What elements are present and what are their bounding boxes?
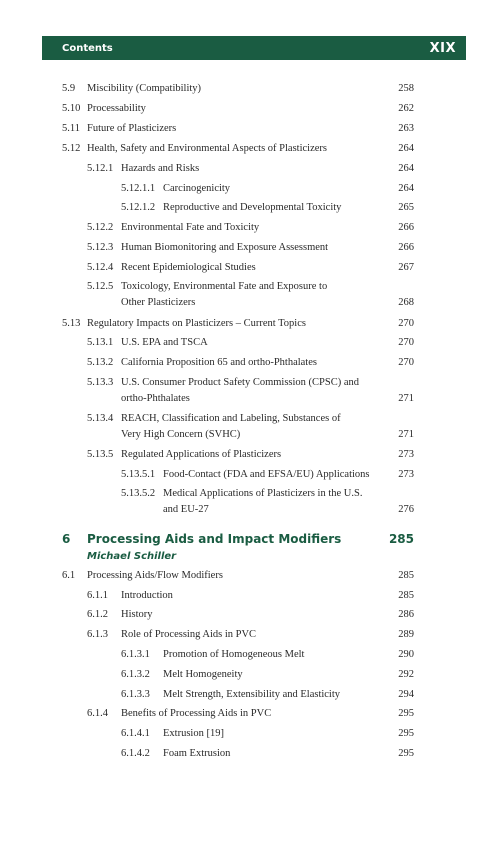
toc-page-number[interactable]: 267	[398, 262, 414, 273]
toc-entry-number: 5.13.3	[87, 377, 114, 388]
chapter-author: Michael Schiller	[87, 551, 177, 562]
toc-entry-number: 5.13.2	[87, 357, 114, 368]
toc-entry-number: 5.13.4	[87, 413, 114, 424]
toc-page-number[interactable]: 295	[398, 728, 414, 739]
toc-page-number[interactable]: 258	[398, 83, 414, 94]
toc-entry-number: 6.1.3.3	[121, 689, 150, 700]
toc-title-line	[163, 502, 388, 518]
toc-page-number[interactable]: 268	[398, 297, 414, 308]
toc-entry-title: Medical Applications of Plasticizers in the U.S.	[163, 488, 363, 499]
toc-page-number[interactable]: 290	[398, 649, 414, 660]
toc-entry-number: 5.13.5.2	[121, 488, 156, 499]
toc-entry-title: Carcinogenicity	[163, 183, 231, 194]
toc-entry-title: U.S. EPA and TSCA	[121, 337, 208, 348]
toc-entry-number: 5.12.3	[87, 242, 114, 253]
toc-page-number[interactable]: 263	[398, 123, 414, 134]
toc-title-line	[121, 447, 388, 463]
toc-entry-number: 6.1.3.1	[121, 649, 150, 660]
toc-entry-number: 6	[62, 532, 71, 546]
toc-title-line	[121, 607, 388, 623]
toc-entry-title: Future of Plasticizers	[87, 123, 177, 134]
toc-entry-number: 5.12	[62, 143, 81, 154]
toc-title-line	[121, 706, 388, 722]
toc-title-line	[87, 121, 388, 137]
toc-page-number[interactable]: 285	[398, 590, 414, 601]
toc-page-number[interactable]: 264	[398, 143, 414, 154]
toc-entry-title: Food-Contact (FDA and EFSA/EU) Applications	[163, 469, 370, 480]
toc-title-line	[121, 355, 388, 371]
toc-entry-title: Health, Safety and Environmental Aspects of Plasticizers	[87, 143, 327, 154]
toc-page-number[interactable]: 270	[398, 337, 414, 348]
toc-title-line	[163, 726, 388, 742]
toc-title-line	[163, 746, 388, 762]
toc-entry-title: California Proposition 65 and ortho-Phthalates	[121, 357, 317, 368]
toc-entry-title: Miscibility (Compatibility)	[87, 83, 202, 94]
toc-title-line	[163, 181, 388, 197]
toc-entry-number: 5.12.4	[87, 262, 114, 273]
toc-title-line	[163, 467, 388, 483]
running-header	[42, 36, 466, 60]
toc-entry-number: 5.12.1.2	[121, 202, 156, 213]
header-page-numeral: XIX	[429, 40, 456, 56]
toc-title-line	[87, 531, 388, 547]
toc-page-number[interactable]: 264	[398, 163, 414, 174]
toc-title-line	[121, 391, 388, 407]
toc-page-number[interactable]: 292	[398, 669, 414, 680]
toc-entry-number: 6.1.4.2	[121, 748, 150, 759]
toc-entry-title: Introduction	[121, 590, 173, 601]
toc-entry-number: 6.1.2	[87, 609, 108, 620]
toc-title-line	[121, 375, 414, 391]
toc-entry-number: 6.1.4.1	[121, 728, 150, 739]
toc-entry-number: 5.12.5	[87, 281, 114, 292]
toc-page-number[interactable]: 285	[398, 570, 414, 581]
toc-entry-number: 6.1.1	[87, 590, 108, 601]
toc-page-number[interactable]: 270	[398, 318, 414, 329]
toc-title-line	[121, 161, 388, 177]
toc-page-number[interactable]: 264	[398, 183, 414, 194]
toc-page-number[interactable]: 271	[398, 429, 414, 440]
toc-entry-title: Processability	[87, 103, 146, 114]
toc-page-number[interactable]: 266	[398, 222, 414, 233]
toc-entry-title: Promotion of Homogeneous Melt	[163, 649, 305, 660]
toc-entry-title: Toxicology, Environmental Fate and Exposure to	[121, 281, 328, 292]
header-section-title: Contents	[62, 42, 113, 54]
toc-title-line	[163, 200, 388, 216]
toc-entry-title: Regulatory Impacts on Plasticizers – Current Topics	[87, 318, 306, 329]
toc-entry-title: Benefits of Processing Aids in PVC	[121, 708, 272, 719]
toc-page-number[interactable]: 285	[388, 532, 414, 546]
toc-entry-title: Processing Aids/Flow Modifiers	[87, 570, 223, 581]
toc-page-number[interactable]: 265	[398, 202, 414, 213]
toc-entry-number: 5.12.2	[87, 222, 114, 233]
toc-title-line	[121, 335, 388, 351]
toc-entry-title: History	[121, 609, 153, 620]
toc-page-number[interactable]: 262	[398, 103, 414, 114]
toc-entry-title: REACH, Classification and Labeling, Substances of	[121, 413, 341, 424]
toc-entry-title: Foam Extrusion	[163, 748, 231, 759]
toc-entry-number: 5.10	[62, 103, 81, 114]
toc-entry-title: Recent Epidemiological Studies	[121, 262, 256, 273]
toc-entry-title: Very High Concern (SVHC)	[121, 429, 241, 440]
toc-entry-title: Reproductive and Developmental Toxicity	[163, 202, 342, 213]
toc-page-number[interactable]: 294	[398, 689, 414, 700]
toc-entry-number: 5.12.1.1	[121, 183, 156, 194]
toc-title-line	[121, 260, 388, 276]
toc-entry-number: 6.1	[62, 570, 76, 581]
toc-page-number[interactable]: 273	[398, 449, 414, 460]
toc-entry-title: Human Biomonitoring and Exposure Assessment	[121, 242, 329, 253]
toc-title-line	[163, 486, 414, 502]
toc-page-number[interactable]: 273	[398, 469, 414, 480]
toc-title-line	[121, 295, 388, 311]
toc-title-line	[87, 568, 388, 584]
toc-title-line	[121, 220, 388, 236]
toc-entry-number: 6.1.4	[87, 708, 108, 719]
toc-entry-title: Processing Aids and Impact Modifiers	[87, 532, 342, 546]
toc-entry-title: Other Plasticizers	[121, 297, 196, 308]
toc-page-number[interactable]: 270	[398, 357, 414, 368]
toc-entry-title: Extrusion [19]	[163, 728, 224, 739]
toc-entry-title: Melt Strength, Extensibility and Elasticity	[163, 689, 341, 700]
toc-entry-title: Melt Homogeneity	[163, 669, 243, 680]
toc-page-number[interactable]: 295	[398, 708, 414, 719]
toc-entry-title: and EU-27	[163, 504, 209, 515]
toc-entry-number: 5.13	[62, 318, 81, 329]
toc-entry-title: Role of Processing Aids in PVC	[121, 629, 257, 640]
toc-title-line	[87, 101, 388, 117]
toc-entry-number: 5.12.1	[87, 163, 114, 174]
toc-entry-number: 5.13.5	[87, 449, 114, 460]
toc-entry-number: 5.9	[62, 83, 76, 94]
toc-entry-number: 5.11	[62, 123, 80, 134]
toc-page-number[interactable]: 286	[398, 609, 414, 620]
toc-entry-title: Environmental Fate and Toxicity	[121, 222, 260, 233]
toc-title-line	[87, 316, 388, 332]
toc-title-line	[121, 627, 388, 643]
toc-entry-title: Regulated Applications of Plasticizers	[121, 449, 282, 460]
toc-page-number[interactable]: 271	[398, 393, 414, 404]
toc-page-number[interactable]: 295	[398, 748, 414, 759]
toc-title-line	[121, 411, 414, 427]
toc-page-number[interactable]: 289	[398, 629, 414, 640]
toc-title-line	[121, 240, 388, 256]
toc-entry-number: 6.1.3	[87, 629, 108, 640]
toc-title-line	[87, 141, 388, 157]
toc-entry-title: Hazards and Risks	[121, 163, 200, 174]
toc-title-line	[163, 667, 388, 683]
toc-title-line	[121, 279, 414, 295]
toc-title-line	[121, 427, 388, 443]
toc-page-number[interactable]: 276	[398, 504, 414, 515]
toc-entry-title: ortho-Phthalates	[121, 393, 190, 404]
toc-title-line	[163, 647, 388, 663]
toc-title-line	[87, 81, 388, 97]
toc-entry-number: 6.1.3.2	[121, 669, 150, 680]
toc-page-number[interactable]: 266	[398, 242, 414, 253]
toc-title-line	[163, 687, 388, 703]
toc-title-line	[121, 588, 388, 604]
toc-entry-title: U.S. Consumer Product Safety Commission (CPSC) and	[121, 377, 360, 388]
toc-entry-number: 5.13.1	[87, 337, 114, 348]
toc-entry-number: 5.13.5.1	[121, 469, 156, 480]
